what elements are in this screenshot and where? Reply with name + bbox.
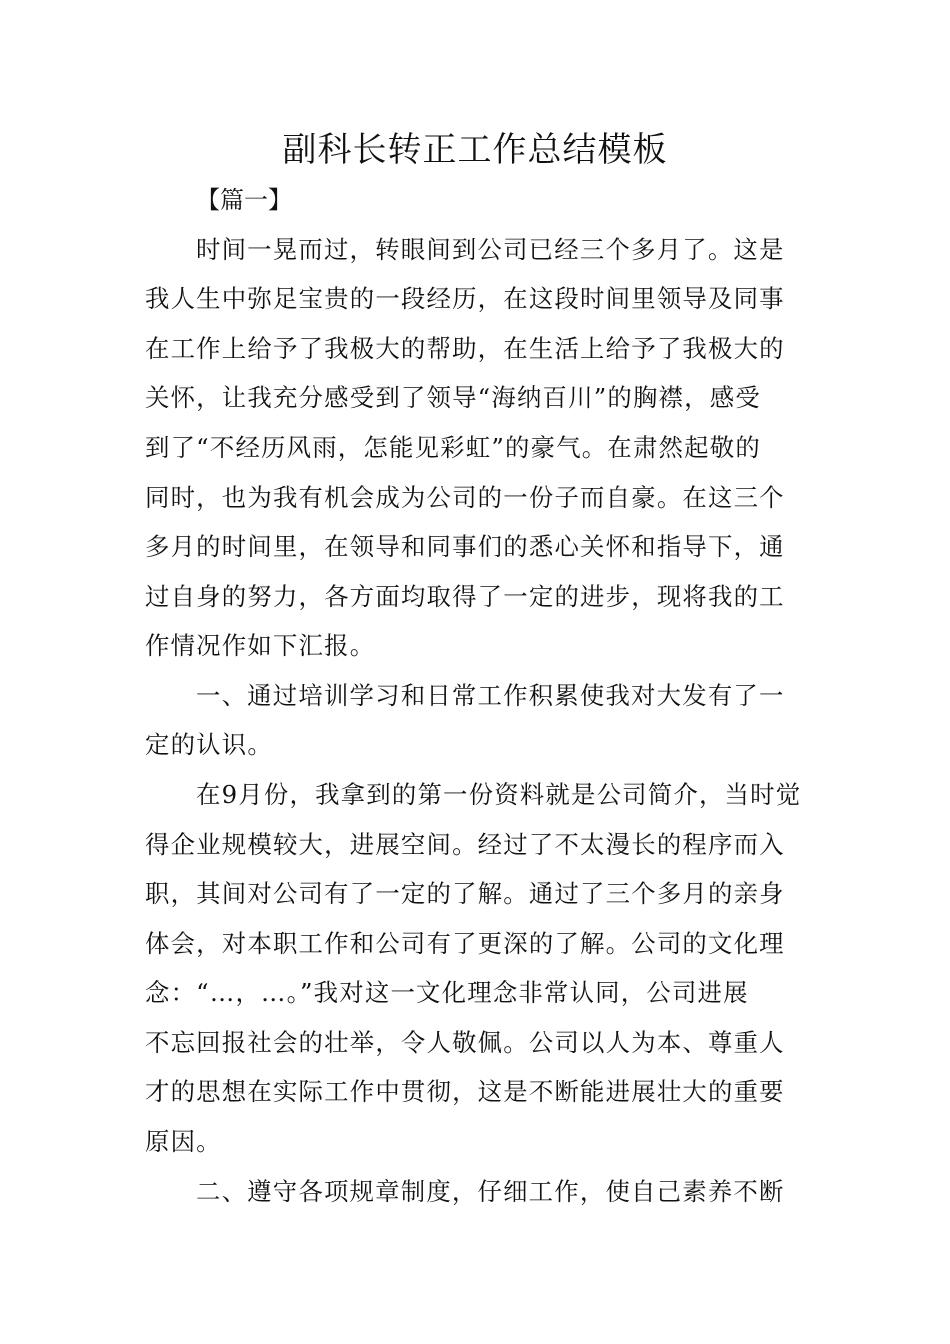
paragraph-line: 才的思想在实际工作中贯彻，这是不断能进展壮大的重要 (145, 1077, 785, 1106)
paragraph-line: 体会，对本职工作和公司有了更深的了解。公司的文化理 (145, 929, 785, 958)
paragraph-line: 我人生中弥足宝贵的一段经历，在这段时间里领导及同事 (145, 284, 785, 313)
paragraph-line: 得企业规模较大，进展空间。经过了不太漫长的程序而入 (145, 830, 785, 859)
paragraph-line: 到了“不经历风雨，怎能见彩虹”的豪气。在肃然起敬的 (145, 433, 761, 462)
document-title: 副科长转正工作总结模板 (282, 130, 668, 170)
heading-line: 定的认识。 (145, 730, 273, 759)
paragraph-line: 作情况作如下汇报。 (145, 631, 376, 660)
paragraph-line: 在9月份，我拿到的第一份资料就是公司简介，当时觉 (196, 780, 802, 809)
paragraph-line: 在工作上给予了我极大的帮助，在生活上给予了我极大的 (145, 334, 785, 363)
paragraph-line: 念：“…，…。”我对这一文化理念非常认同，公司进展 (145, 978, 749, 1007)
paragraph-line: 原因。 (145, 1127, 222, 1156)
paragraph-line: 时间一晃而过，转眼间到公司已经三个多月了。这是 (196, 235, 785, 264)
paragraph-line: 关怀，让我充分感受到了领导“海纳百川”的胸襟，感受 (145, 383, 761, 412)
section-label: 【篇一】 (196, 186, 292, 214)
paragraph-line: 职，其间对公司有了一定的了解。通过了三个多月的亲身 (145, 879, 785, 908)
paragraph-line: 同时，也为我有机会成为公司的一份子而自豪。在这三个 (145, 483, 785, 512)
heading-line: 二、遵守各项规章制度，仔细工作，使自己素养不断 (196, 1177, 785, 1206)
paragraph-line: 不忘回报社会的壮举，令人敬佩。公司以人为本、尊重人 (145, 1028, 785, 1057)
heading-line: 一、通过培训学习和日常工作积累使我对大发有了一 (196, 681, 785, 710)
paragraph-line: 过自身的努力，各方面均取得了一定的进步，现将我的工 (145, 582, 785, 611)
paragraph-line: 多月的时间里，在领导和同事们的悉心关怀和指导下，通 (145, 532, 785, 561)
